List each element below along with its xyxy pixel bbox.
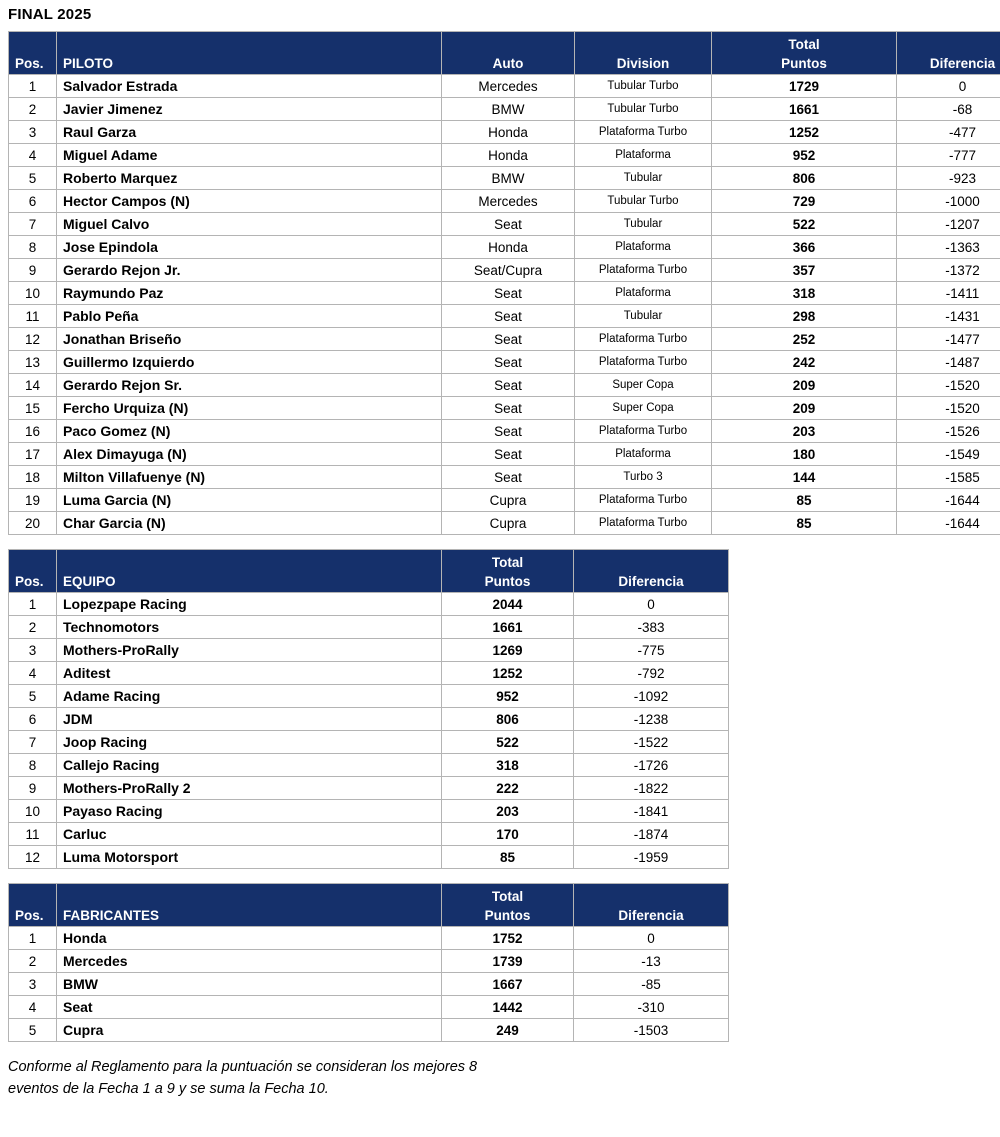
- manufacturers-header-diferencia-top: [574, 884, 729, 905]
- manufacturer-difference: -13: [574, 950, 729, 973]
- table-row: [9, 950, 729, 973]
- team-difference: -1238: [574, 708, 729, 731]
- team-difference: 0: [574, 593, 729, 616]
- team-name: Joop Racing: [57, 731, 442, 754]
- table-row: [9, 927, 729, 950]
- footnote-line-2: eventos de la Fecha 1 a 9 y se suma la Fecha 10.: [8, 1081, 329, 1098]
- team-difference: -1092: [574, 685, 729, 708]
- drivers-table: [8, 31, 1000, 535]
- team-points: 806: [442, 708, 574, 731]
- table-row: [9, 236, 1000, 259]
- driver-car: Mercedes: [442, 190, 575, 213]
- driver-name: Roberto Marquez: [57, 167, 442, 190]
- manufacturers-header-pos: Pos.: [9, 904, 57, 927]
- teams-header-name-top: [57, 550, 442, 571]
- table-row: [9, 98, 1000, 121]
- manufacturer-difference: -310: [574, 996, 729, 1019]
- manufacturers-header-name: FABRICANTES: [57, 904, 442, 927]
- driver-division: Plataforma Turbo: [575, 121, 712, 144]
- manufacturers-header-pos-top: [9, 884, 57, 905]
- driver-points: 203: [712, 420, 897, 443]
- driver-position: 18: [9, 466, 57, 489]
- driver-car: Seat: [442, 305, 575, 328]
- drivers-header-division-top: [575, 32, 712, 53]
- driver-name: Hector Campos (N): [57, 190, 442, 213]
- driver-difference: -1411: [897, 282, 1000, 305]
- table-row: [9, 731, 729, 754]
- team-points: 170: [442, 823, 574, 846]
- manufacturers-table-header: [9, 884, 729, 927]
- team-position: 9: [9, 777, 57, 800]
- driver-division: Plataforma: [575, 443, 712, 466]
- driver-difference: -1549: [897, 443, 1000, 466]
- driver-division: Plataforma: [575, 282, 712, 305]
- driver-difference: -1644: [897, 512, 1000, 535]
- teams-header-diferencia-top: [574, 550, 729, 571]
- driver-points: 729: [712, 190, 897, 213]
- driver-division: Turbo 3: [575, 466, 712, 489]
- driver-points: 1729: [712, 75, 897, 98]
- drivers-header-diferencia-top: [897, 32, 1000, 53]
- driver-name: Jonathan Briseño: [57, 328, 442, 351]
- manufacturer-points: 249: [442, 1019, 574, 1042]
- team-difference: -1822: [574, 777, 729, 800]
- driver-name: Guillermo Izquierdo: [57, 351, 442, 374]
- driver-points: 209: [712, 374, 897, 397]
- driver-difference: -777: [897, 144, 1000, 167]
- table-row: [9, 420, 1000, 443]
- driver-name: Pablo Peña: [57, 305, 442, 328]
- driver-name: Raymundo Paz: [57, 282, 442, 305]
- table-row: [9, 328, 1000, 351]
- team-name: Aditest: [57, 662, 442, 685]
- team-difference: -383: [574, 616, 729, 639]
- driver-car: Cupra: [442, 512, 575, 535]
- manufacturer-position: 4: [9, 996, 57, 1019]
- manufacturer-points: 1667: [442, 973, 574, 996]
- driver-name: Alex Dimayuga (N): [57, 443, 442, 466]
- drivers-header-name: PILOTO: [57, 52, 442, 75]
- driver-car: Seat: [442, 420, 575, 443]
- driver-difference: -1000: [897, 190, 1000, 213]
- driver-position: 12: [9, 328, 57, 351]
- driver-difference: -1585: [897, 466, 1000, 489]
- team-points: 1252: [442, 662, 574, 685]
- drivers-header-diferencia: Diferencia: [897, 52, 1000, 75]
- driver-name: Miguel Calvo: [57, 213, 442, 236]
- table-row: [9, 121, 1000, 144]
- driver-name: Char Garcia (N): [57, 512, 442, 535]
- driver-division: Tubular Turbo: [575, 75, 712, 98]
- driver-points: 144: [712, 466, 897, 489]
- table-row: [9, 351, 1000, 374]
- driver-points: 806: [712, 167, 897, 190]
- team-points: 522: [442, 731, 574, 754]
- driver-position: 1: [9, 75, 57, 98]
- team-name: Adame Racing: [57, 685, 442, 708]
- driver-difference: -1487: [897, 351, 1000, 374]
- table-row: [9, 1019, 729, 1042]
- drivers-header-division: Division: [575, 52, 712, 75]
- driver-points: 366: [712, 236, 897, 259]
- manufacturer-difference: -85: [574, 973, 729, 996]
- teams-header-total: Total: [442, 550, 574, 571]
- driver-position: 6: [9, 190, 57, 213]
- team-position: 7: [9, 731, 57, 754]
- drivers-header-auto: Auto: [442, 52, 575, 75]
- driver-car: Seat: [442, 351, 575, 374]
- table-row: [9, 374, 1000, 397]
- team-difference: -1959: [574, 846, 729, 869]
- driver-name: Paco Gomez (N): [57, 420, 442, 443]
- driver-name: Milton Villafuenye (N): [57, 466, 442, 489]
- team-difference: -1726: [574, 754, 729, 777]
- team-points: 1661: [442, 616, 574, 639]
- teams-header-pos-top: [9, 550, 57, 571]
- team-name: Callejo Racing: [57, 754, 442, 777]
- spacer-1: [0, 535, 1000, 549]
- drivers-header-auto-top: [442, 32, 575, 53]
- table-row: [9, 639, 729, 662]
- driver-car: Honda: [442, 144, 575, 167]
- driver-difference: -1520: [897, 374, 1000, 397]
- table-row: [9, 777, 729, 800]
- manufacturer-name: Honda: [57, 927, 442, 950]
- team-position: 6: [9, 708, 57, 731]
- team-name: Technomotors: [57, 616, 442, 639]
- team-name: Lopezpape Racing: [57, 593, 442, 616]
- table-row: [9, 996, 729, 1019]
- team-name: Carluc: [57, 823, 442, 846]
- table-row: [9, 489, 1000, 512]
- table-row: [9, 167, 1000, 190]
- team-difference: -1874: [574, 823, 729, 846]
- manufacturer-position: 1: [9, 927, 57, 950]
- driver-car: Mercedes: [442, 75, 575, 98]
- manufacturer-position: 3: [9, 973, 57, 996]
- driver-division: Plataforma: [575, 144, 712, 167]
- driver-points: 952: [712, 144, 897, 167]
- manufacturer-difference: 0: [574, 927, 729, 950]
- driver-difference: -1363: [897, 236, 1000, 259]
- footnote: [8, 1056, 648, 1101]
- driver-name: Salvador Estrada: [57, 75, 442, 98]
- team-points: 222: [442, 777, 574, 800]
- team-difference: -1841: [574, 800, 729, 823]
- team-name: Payaso Racing: [57, 800, 442, 823]
- driver-position: 16: [9, 420, 57, 443]
- table-row: [9, 282, 1000, 305]
- manufacturer-position: 2: [9, 950, 57, 973]
- driver-position: 17: [9, 443, 57, 466]
- table-row: [9, 973, 729, 996]
- teams-header-name: EQUIPO: [57, 570, 442, 593]
- drivers-header-name-top: [57, 32, 442, 53]
- table-row: [9, 754, 729, 777]
- manufacturers-header-diferencia: Diferencia: [574, 904, 729, 927]
- driver-position: 9: [9, 259, 57, 282]
- team-points: 203: [442, 800, 574, 823]
- driver-points: 85: [712, 512, 897, 535]
- driver-division: Plataforma Turbo: [575, 259, 712, 282]
- table-row: [9, 800, 729, 823]
- page-title: FINAL 2025: [8, 6, 92, 23]
- spacer-2: [0, 869, 1000, 883]
- manufacturer-points: 1442: [442, 996, 574, 1019]
- driver-difference: 0: [897, 75, 1000, 98]
- manufacturer-name: Seat: [57, 996, 442, 1019]
- driver-position: 7: [9, 213, 57, 236]
- manufacturers-header-name-top: [57, 884, 442, 905]
- table-row: [9, 75, 1000, 98]
- driver-name: Gerardo Rejon Sr.: [57, 374, 442, 397]
- driver-name: Fercho Urquiza (N): [57, 397, 442, 420]
- manufacturers-header-total: Total: [442, 884, 574, 905]
- manufacturers-table: [8, 883, 729, 1042]
- driver-division: Plataforma Turbo: [575, 420, 712, 443]
- driver-division: Tubular: [575, 167, 712, 190]
- drivers-table-header: [9, 32, 1000, 75]
- team-name: Mothers-ProRally 2: [57, 777, 442, 800]
- driver-position: 5: [9, 167, 57, 190]
- driver-difference: -1431: [897, 305, 1000, 328]
- team-position: 2: [9, 616, 57, 639]
- driver-difference: -1526: [897, 420, 1000, 443]
- team-position: 8: [9, 754, 57, 777]
- team-points: 318: [442, 754, 574, 777]
- driver-points: 209: [712, 397, 897, 420]
- team-difference: -792: [574, 662, 729, 685]
- driver-division: Tubular: [575, 213, 712, 236]
- team-position: 12: [9, 846, 57, 869]
- table-row: [9, 213, 1000, 236]
- driver-division: Plataforma Turbo: [575, 512, 712, 535]
- manufacturer-name: Mercedes: [57, 950, 442, 973]
- driver-points: 1252: [712, 121, 897, 144]
- table-row: [9, 685, 729, 708]
- teams-header-puntos: Puntos: [442, 570, 574, 593]
- team-position: 11: [9, 823, 57, 846]
- driver-points: 1661: [712, 98, 897, 121]
- team-difference: -1522: [574, 731, 729, 754]
- driver-division: Super Copa: [575, 374, 712, 397]
- driver-car: Honda: [442, 121, 575, 144]
- driver-difference: -923: [897, 167, 1000, 190]
- table-row: [9, 823, 729, 846]
- driver-difference: -1520: [897, 397, 1000, 420]
- driver-car: Seat: [442, 443, 575, 466]
- team-points: 952: [442, 685, 574, 708]
- driver-name: Raul Garza: [57, 121, 442, 144]
- driver-difference: -1644: [897, 489, 1000, 512]
- driver-position: 4: [9, 144, 57, 167]
- table-row: [9, 305, 1000, 328]
- manufacturers-table-body: [9, 927, 729, 1042]
- team-position: 1: [9, 593, 57, 616]
- manufacturer-points: 1739: [442, 950, 574, 973]
- driver-position: 8: [9, 236, 57, 259]
- driver-position: 20: [9, 512, 57, 535]
- driver-car: Seat/Cupra: [442, 259, 575, 282]
- driver-division: Super Copa: [575, 397, 712, 420]
- teams-table-header: [9, 550, 729, 593]
- driver-position: 19: [9, 489, 57, 512]
- driver-points: 242: [712, 351, 897, 374]
- driver-position: 10: [9, 282, 57, 305]
- driver-difference: -1477: [897, 328, 1000, 351]
- table-row: [9, 708, 729, 731]
- driver-division: Plataforma Turbo: [575, 351, 712, 374]
- table-row: [9, 190, 1000, 213]
- table-row: [9, 466, 1000, 489]
- driver-points: 298: [712, 305, 897, 328]
- driver-division: Plataforma Turbo: [575, 489, 712, 512]
- teams-header-diferencia: Diferencia: [574, 570, 729, 593]
- driver-division: Tubular Turbo: [575, 98, 712, 121]
- driver-difference: -1207: [897, 213, 1000, 236]
- team-position: 10: [9, 800, 57, 823]
- driver-difference: -477: [897, 121, 1000, 144]
- teams-header-pos: Pos.: [9, 570, 57, 593]
- table-row: [9, 397, 1000, 420]
- driver-car: BMW: [442, 167, 575, 190]
- manufacturer-difference: -1503: [574, 1019, 729, 1042]
- driver-car: Seat: [442, 213, 575, 236]
- table-row: [9, 846, 729, 869]
- manufacturer-points: 1752: [442, 927, 574, 950]
- driver-division: Tubular Turbo: [575, 190, 712, 213]
- drivers-header-total: Total: [712, 32, 897, 53]
- table-row: [9, 593, 729, 616]
- team-points: 2044: [442, 593, 574, 616]
- driver-points: 85: [712, 489, 897, 512]
- driver-name: Jose Epindola: [57, 236, 442, 259]
- driver-points: 357: [712, 259, 897, 282]
- footnote-line-1: Conforme al Reglamento para la puntuación se consideran los mejores 8: [8, 1059, 478, 1075]
- driver-difference: -68: [897, 98, 1000, 121]
- drivers-header-pos-top: [9, 32, 57, 53]
- driver-points: 252: [712, 328, 897, 351]
- manufacturer-name: Cupra: [57, 1019, 442, 1042]
- driver-car: Seat: [442, 466, 575, 489]
- team-name: JDM: [57, 708, 442, 731]
- manufacturer-name: BMW: [57, 973, 442, 996]
- table-row: [9, 512, 1000, 535]
- drivers-table-body: [9, 75, 1000, 535]
- drivers-header-pos: Pos.: [9, 52, 57, 75]
- table-row: [9, 259, 1000, 282]
- driver-car: Seat: [442, 282, 575, 305]
- driver-difference: -1372: [897, 259, 1000, 282]
- teams-table-body: [9, 593, 729, 869]
- table-row: [9, 144, 1000, 167]
- team-points: 85: [442, 846, 574, 869]
- team-position: 5: [9, 685, 57, 708]
- team-points: 1269: [442, 639, 574, 662]
- driver-name: Javier Jimenez: [57, 98, 442, 121]
- driver-division: Plataforma: [575, 236, 712, 259]
- driver-points: 180: [712, 443, 897, 466]
- manufacturers-header-puntos: Puntos: [442, 904, 574, 927]
- driver-division: Tubular: [575, 305, 712, 328]
- driver-points: 522: [712, 213, 897, 236]
- team-name: Mothers-ProRally: [57, 639, 442, 662]
- driver-division: Plataforma Turbo: [575, 328, 712, 351]
- driver-name: Luma Garcia (N): [57, 489, 442, 512]
- driver-points: 318: [712, 282, 897, 305]
- driver-car: Seat: [442, 397, 575, 420]
- drivers-header-puntos: Puntos: [712, 52, 897, 75]
- driver-name: Miguel Adame: [57, 144, 442, 167]
- manufacturer-position: 5: [9, 1019, 57, 1042]
- driver-name: Gerardo Rejon Jr.: [57, 259, 442, 282]
- driver-car: Honda: [442, 236, 575, 259]
- driver-position: 2: [9, 98, 57, 121]
- driver-position: 3: [9, 121, 57, 144]
- driver-position: 11: [9, 305, 57, 328]
- table-row: [9, 662, 729, 685]
- team-difference: -775: [574, 639, 729, 662]
- driver-position: 14: [9, 374, 57, 397]
- team-position: 4: [9, 662, 57, 685]
- table-row: [9, 616, 729, 639]
- teams-table: [8, 549, 729, 869]
- team-name: Luma Motorsport: [57, 846, 442, 869]
- driver-position: 15: [9, 397, 57, 420]
- driver-car: Seat: [442, 328, 575, 351]
- table-row: [9, 443, 1000, 466]
- driver-car: Cupra: [442, 489, 575, 512]
- driver-car: Seat: [442, 374, 575, 397]
- driver-position: 13: [9, 351, 57, 374]
- driver-car: BMW: [442, 98, 575, 121]
- team-position: 3: [9, 639, 57, 662]
